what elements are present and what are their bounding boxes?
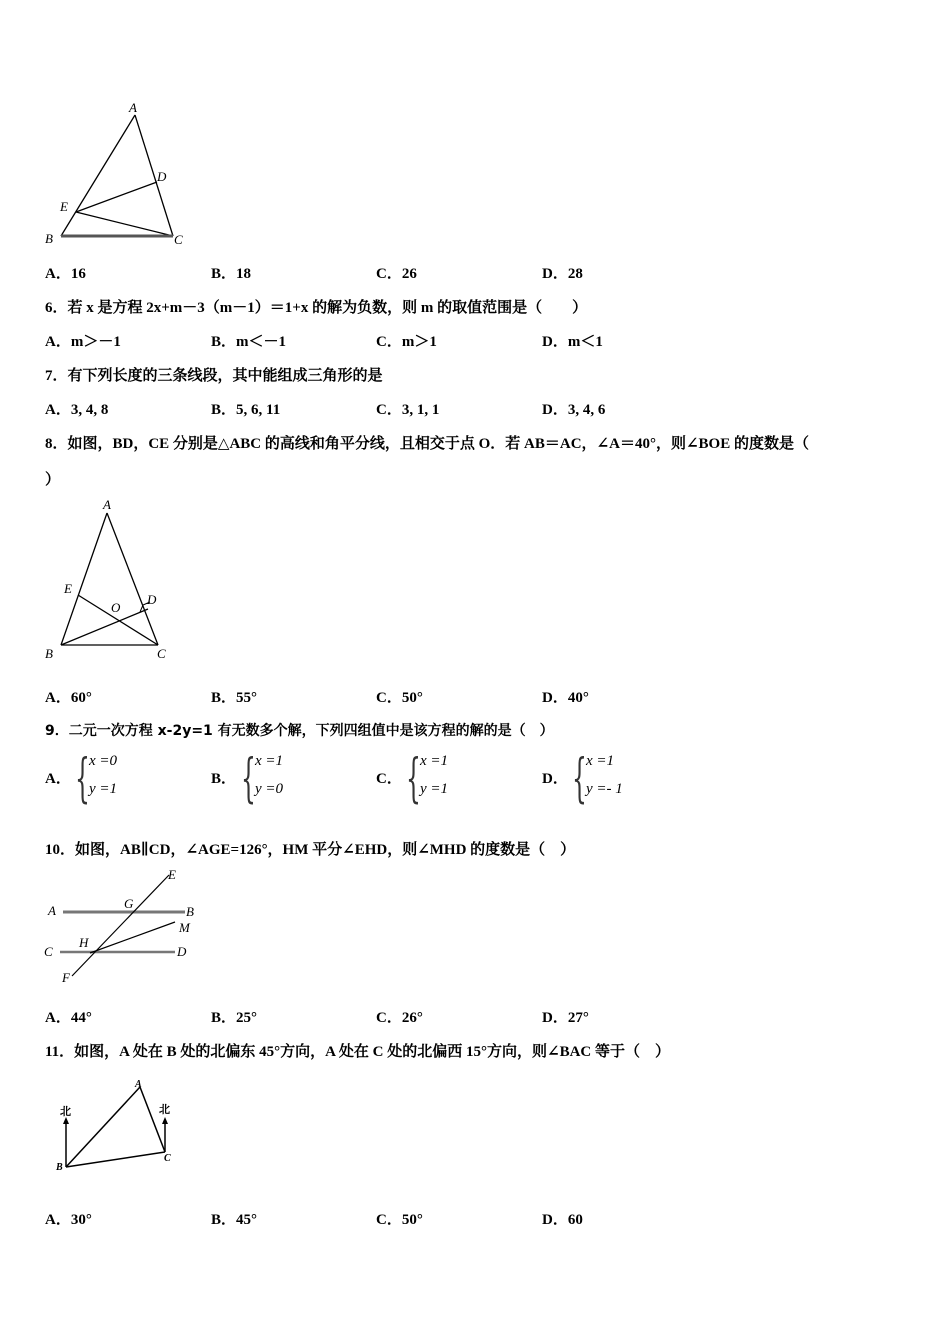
label-M: M: [179, 920, 190, 935]
option-text: m＜1: [567, 334, 603, 350]
option-letter: D．: [542, 402, 568, 418]
q6-option-c[interactable]: [376, 330, 437, 351]
label-D: D: [177, 944, 187, 959]
label-A: A: [48, 903, 56, 918]
label-A: A: [103, 497, 111, 512]
q9-option-a[interactable]: [45, 749, 195, 809]
label-H: H: [79, 935, 89, 950]
option-letter: D．: [542, 334, 568, 350]
label-A: A: [129, 100, 137, 115]
q6-question-text: 6．若 x 是方程 2x+m－3（m－1）＝1+x 的解为负数，则 m 的取值范围是（ ）: [45, 300, 588, 316]
option-letter: D．: [542, 690, 568, 706]
option-text: 40°: [567, 690, 589, 706]
equation-row-1: x =1: [255, 753, 284, 769]
option-letter: A．: [45, 402, 71, 418]
q11-option-d[interactable]: [542, 1208, 583, 1229]
option-letter: D．: [542, 771, 568, 787]
label-A: A: [135, 1079, 142, 1090]
label-E: E: [60, 199, 68, 214]
option-letter: B．: [211, 1010, 237, 1026]
option-letter: A．: [45, 1212, 71, 1228]
q9-question-text: 9．二元一次方程 x-2y=1 有无数多个解，下列四组值中是该方程的解的是（ ）: [45, 723, 554, 739]
q8-option-a[interactable]: [45, 686, 92, 707]
label-B: B: [56, 1162, 63, 1173]
option-letter: C．: [376, 771, 402, 787]
option-letter: B．: [211, 690, 237, 706]
brace-icon: {: [75, 749, 90, 809]
option-text: 28: [567, 266, 583, 282]
q11-question-text: 11．如图，A 处在 B 处的北偏东 45°方向，A 处在 C 处的北偏西 15°方向，则∠BAC 等于（ ）: [45, 1044, 671, 1060]
q8-question-text-continued: ）: [45, 472, 61, 488]
q8-option-d[interactable]: [542, 686, 589, 707]
q8-option-c[interactable]: [376, 686, 423, 707]
option-letter: C．: [376, 690, 402, 706]
q7-option-a[interactable]: [45, 398, 108, 419]
q7-option-d[interactable]: [542, 398, 605, 419]
q10-option-c[interactable]: [376, 1006, 423, 1027]
equation-row-1: x =0: [89, 753, 118, 769]
option-text: 45°: [236, 1212, 258, 1228]
option-text: 50°: [401, 1212, 423, 1228]
label-E: E: [64, 581, 72, 596]
option-letter: D．: [542, 1212, 568, 1228]
option-letter: D．: [542, 266, 568, 282]
q10-question-text: 10．如图，AB∥CD，∠AGE=126°，HM 平分∠EHD，则∠MHD 的度数是（ ）: [45, 842, 576, 858]
option-letter: A．: [45, 1010, 71, 1026]
option-text: 5, 6, 11: [236, 402, 281, 418]
brace-icon: {: [241, 749, 256, 809]
label-B: B: [186, 904, 194, 919]
label-G: G: [124, 896, 134, 911]
equation-row-1: x =1: [586, 753, 615, 769]
option-letter: C．: [376, 1212, 402, 1228]
option-letter: B．: [211, 1212, 237, 1228]
label-D: D: [147, 592, 157, 607]
option-letter: A．: [45, 266, 71, 282]
option-letter: A．: [45, 690, 71, 706]
option-text: 27°: [567, 1010, 589, 1026]
option-letter: D．: [542, 1010, 568, 1026]
brace-icon: {: [406, 749, 421, 809]
option-text: 16: [70, 266, 86, 282]
label-north-c: 北: [159, 1103, 170, 1116]
option-text: 26°: [401, 1010, 423, 1026]
q6-option-a[interactable]: [45, 330, 121, 351]
q8-triangle-figure: [40, 495, 190, 665]
q5-triangle-figure: [40, 95, 200, 255]
q7-option-b[interactable]: [211, 398, 280, 419]
option-text: 26: [401, 266, 417, 282]
equation-row-2: y =0: [255, 781, 284, 797]
q7-option-c[interactable]: [376, 398, 439, 419]
option-letter: C．: [376, 334, 402, 350]
option-letter: C．: [376, 402, 402, 418]
label-C: C: [157, 646, 166, 661]
label-E: E: [168, 867, 176, 882]
q8-question-text: 8．如图，BD，CE 分别是△ABC 的高线和角平分线，且相交于点 O．若 AB＝AC，∠A＝40°，则∠BOE 的度数是（: [45, 436, 809, 452]
equation-row-2: y =- 1: [586, 781, 623, 797]
label-D: D: [157, 169, 167, 184]
option-text: m＞1: [401, 334, 437, 350]
q11-option-b[interactable]: [211, 1208, 257, 1229]
label-C: C: [174, 232, 183, 247]
label-B: B: [45, 231, 53, 246]
label-F: F: [62, 970, 70, 985]
q5-option-b[interactable]: [211, 262, 251, 283]
label-O: O: [111, 600, 121, 615]
option-text: m＜－1: [236, 334, 287, 350]
q9-option-c[interactable]: [376, 749, 526, 809]
q11-option-a[interactable]: [45, 1208, 92, 1229]
q8-option-b[interactable]: [211, 686, 257, 707]
option-text: m＞－1: [70, 334, 121, 350]
option-text: 55°: [236, 690, 258, 706]
equation-row-1: x =1: [420, 753, 449, 769]
option-letter: C．: [376, 1010, 402, 1026]
label-C: C: [164, 1153, 171, 1164]
q6-option-b[interactable]: [211, 330, 286, 351]
option-letter: A．: [45, 771, 71, 787]
q11-option-c[interactable]: [376, 1208, 423, 1229]
q10-parallel-lines-figure: [40, 865, 210, 990]
q7-question-text: 7．有下列长度的三条线段，其中能组成三角形的是: [45, 368, 383, 384]
label-B: B: [45, 646, 53, 661]
brace-icon: {: [572, 749, 587, 809]
q9-option-d[interactable]: [542, 749, 692, 809]
equation-row-2: y =1: [89, 781, 118, 797]
option-letter: B．: [211, 334, 237, 350]
option-letter: B．: [211, 266, 237, 282]
q5-option-d[interactable]: [542, 262, 583, 283]
option-text: 30°: [70, 1212, 92, 1228]
option-letter: A．: [45, 334, 71, 350]
q5-option-c[interactable]: [376, 262, 417, 283]
option-letter: B．: [211, 771, 237, 787]
option-text: 50°: [401, 690, 423, 706]
q10-option-b[interactable]: [211, 1006, 257, 1027]
q5-option-a[interactable]: [45, 262, 86, 283]
label-C: C: [44, 944, 53, 959]
option-text: 3, 4, 8: [70, 402, 109, 418]
option-text: 3, 4, 6: [567, 402, 606, 418]
option-text: 60: [567, 1212, 583, 1228]
q9-option-b[interactable]: [211, 749, 361, 809]
option-letter: B．: [211, 402, 237, 418]
option-text: 60°: [70, 690, 92, 706]
option-text: 18: [236, 266, 252, 282]
q10-option-d[interactable]: [542, 1006, 589, 1027]
option-text: 25°: [236, 1010, 258, 1026]
label-north-b: 北: [60, 1105, 71, 1118]
equation-row-2: y =1: [420, 781, 449, 797]
q10-option-a[interactable]: [45, 1006, 92, 1027]
option-letter: C．: [376, 266, 402, 282]
q11-direction-figure: [40, 1075, 200, 1185]
option-text: 3, 1, 1: [401, 402, 440, 418]
option-text: 44°: [70, 1010, 92, 1026]
q6-option-d[interactable]: [542, 330, 603, 351]
